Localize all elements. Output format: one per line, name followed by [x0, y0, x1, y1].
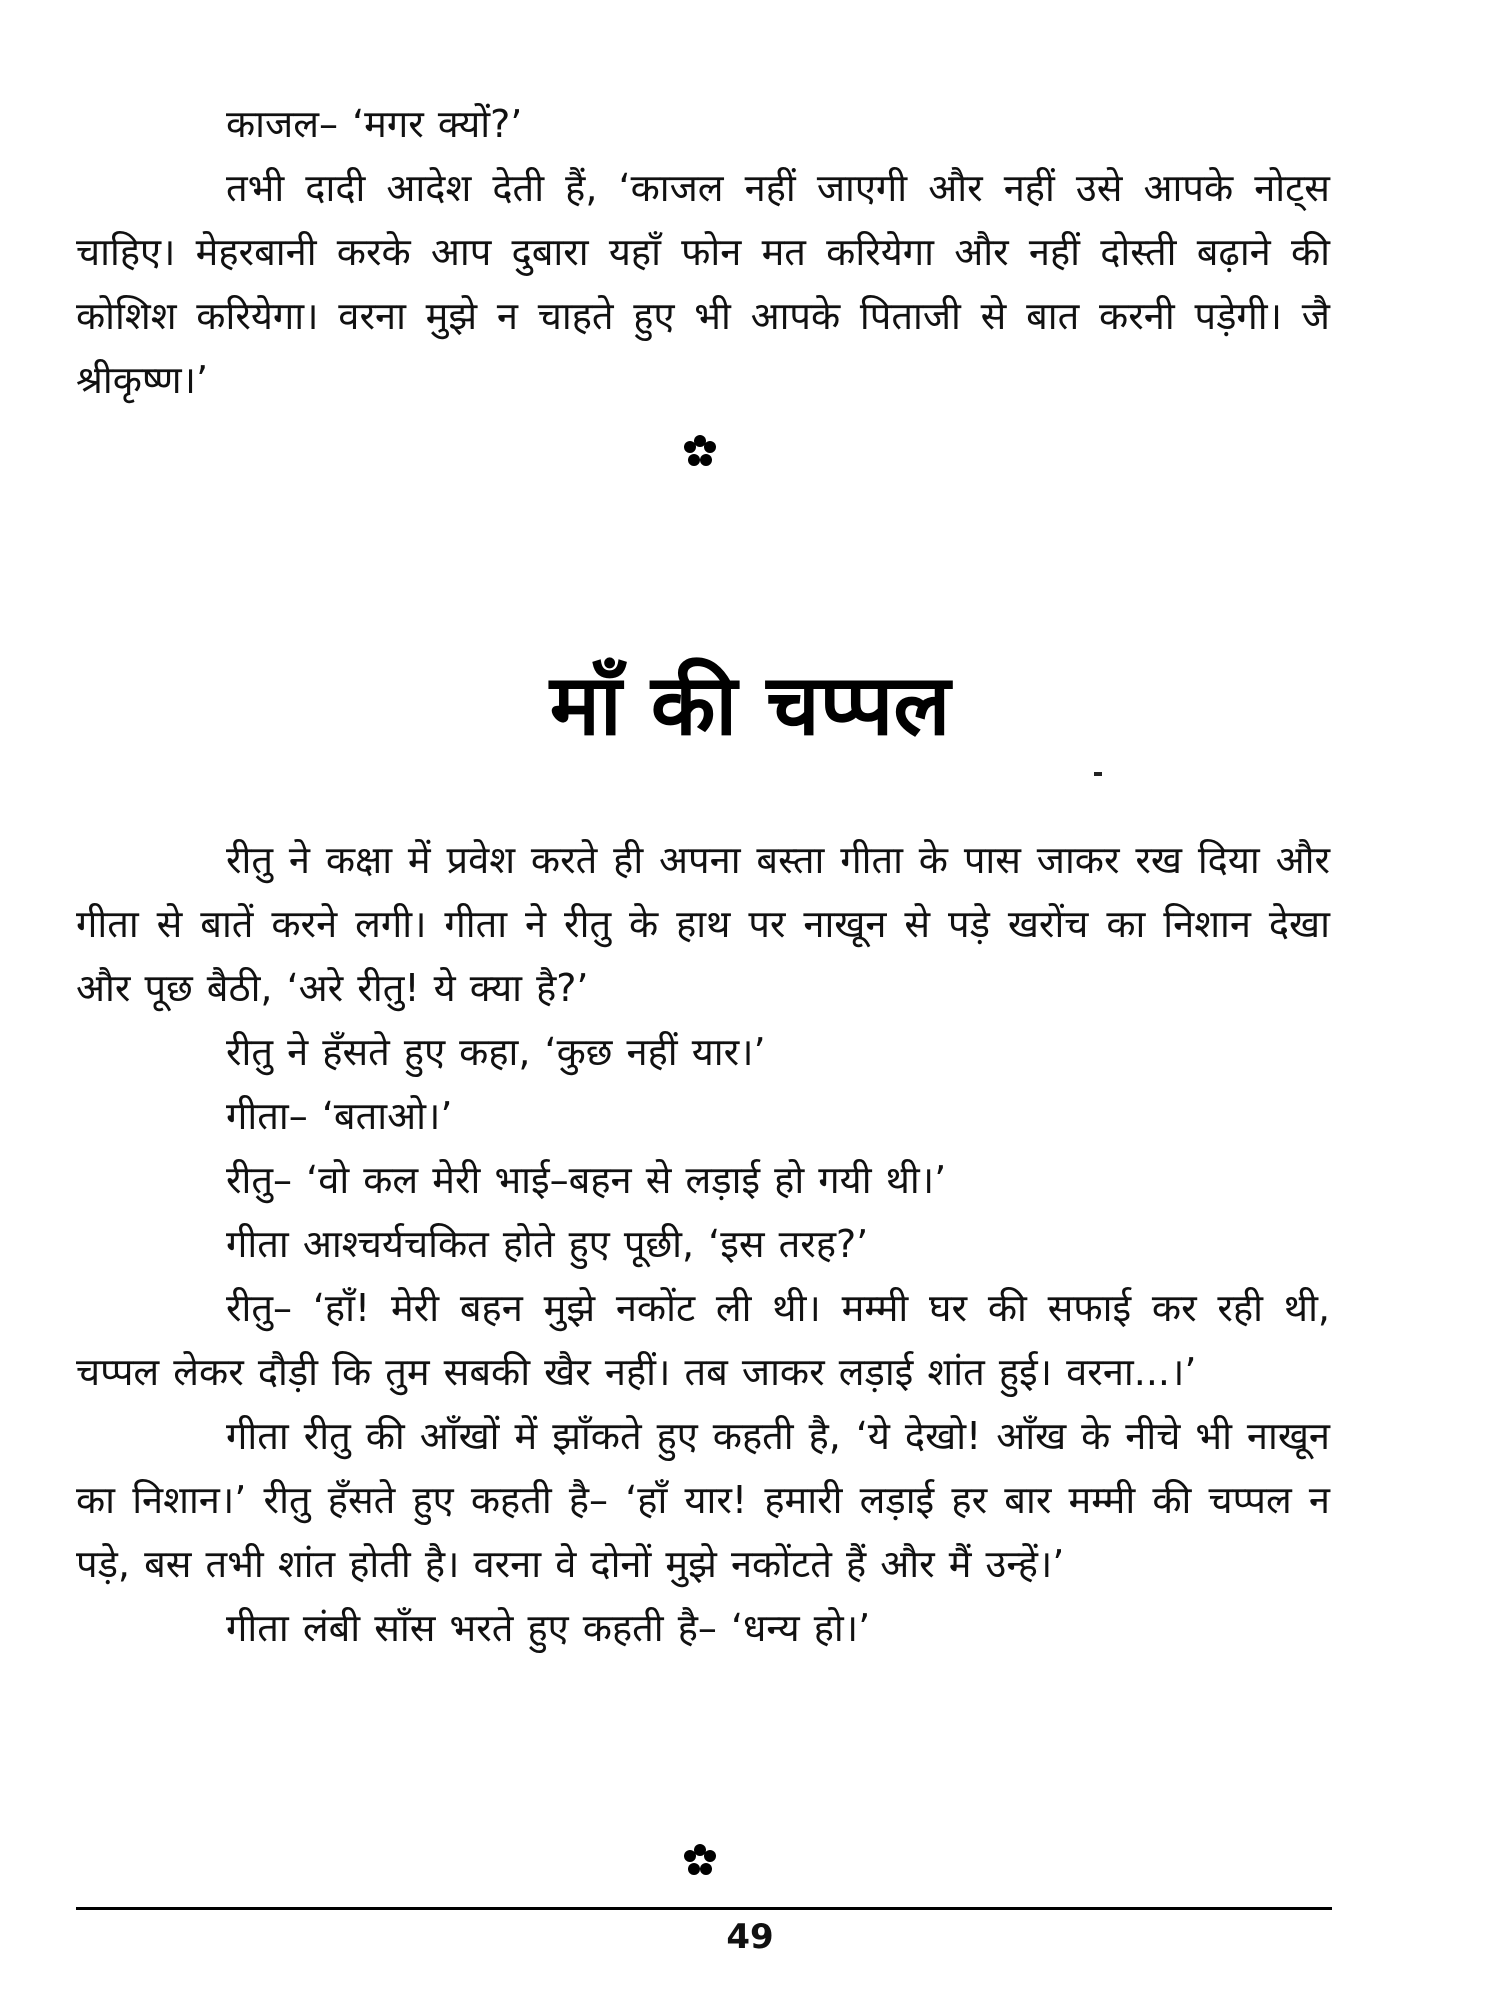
story-body	[76, 828, 1330, 1660]
flower-icon	[684, 1844, 716, 1876]
paragraph: गीता आश्चर्यचकित होते हुए पूछी, ‘इस तरह?’	[226, 1222, 869, 1266]
paragraph: रीतु ने कक्षा में प्रवेश करते ही अपना बस्ता गीता के पास जाकर रख दिया और गीता से बातें करने लगी। गीता ने रीतु के हाथ पर नाखून से पड़े खरोंच का निशान देखा और पूछ बैठी, ‘अरे रीतु! ये क्या है?’	[76, 838, 1330, 1010]
previous-story-ending	[76, 92, 1330, 412]
paragraph: तभी दादी आदेश देती हैं, ‘काजल नहीं जाएगी और नहीं उसे आपके नोट्स चाहिए। मेहरबानी करके आप दुबारा यहाँ फोन मत करियेगा और नहीं दोस्ती बढ़ाने की कोशिश करियेगा। वरना मुझे न चाहते हुए भी आपके पिताजी से बात करनी पड़ेगी। जै श्रीकृष्ण।’	[76, 166, 1330, 402]
flower-icon	[684, 435, 716, 467]
ink-speck	[1094, 772, 1102, 776]
paragraph: रीतु– ‘हाँ! मेरी बहन मुझे नकोंट ली थी। मम्मी घर की सफाई कर रही थी, चप्पल लेकर दौड़ी कि तुम सबकी खैर नहीं। तब जाकर लड़ाई शांत हुई। वरना...।’	[76, 1286, 1330, 1394]
footer-divider	[76, 1907, 1332, 1910]
paragraph: काजल– ‘मगर क्यों?’	[226, 102, 523, 146]
page-number: 49	[726, 1917, 774, 1957]
paragraph: रीतु– ‘वो कल मेरी भाई–बहन से लड़ाई हो गयी थी।’	[226, 1158, 947, 1202]
paragraph: गीता– ‘बताओ।’	[226, 1094, 453, 1138]
paragraph: रीतु ने हँसते हुए कहा, ‘कुछ नहीं यार।’	[226, 1030, 766, 1074]
paragraph: गीता रीतु की आँखों में झाँकते हुए कहती है, ‘ये देखो! आँख के नीचे भी नाखून का निशान।’ रीतु हँसते हुए कहती है– ‘हाँ यार! हमारी लड़ाई हर बार मम्मी की चप्पल न पड़े, बस तभी शांत होती है। वरना वे दोनों मुझे नकोंटते हैं और मैं उन्हें।’	[76, 1414, 1330, 1586]
paragraph: गीता लंबी साँस भरते हुए कहती है– ‘धन्य हो।’	[226, 1606, 871, 1650]
story-title: माँ की चप्पल	[549, 656, 951, 754]
